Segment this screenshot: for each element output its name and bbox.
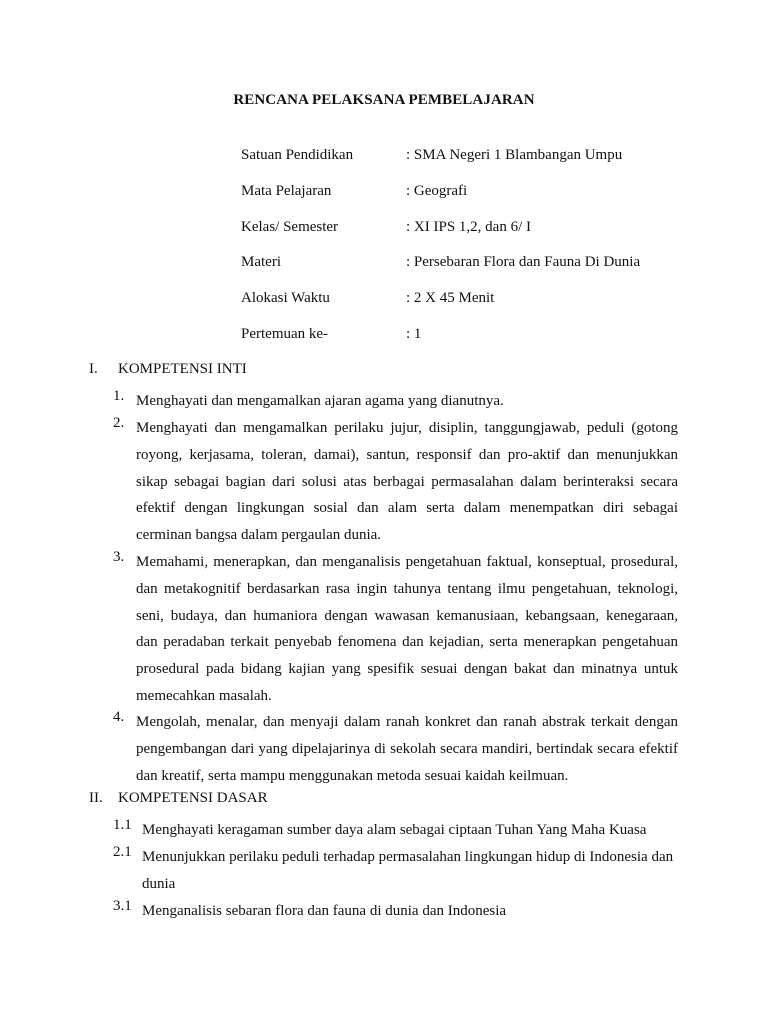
section-title: KOMPETENSI DASAR — [118, 790, 268, 806]
info-value: : XI IPS 1,2, dan 6/ I — [406, 219, 531, 235]
item-number: 3.1 — [113, 898, 132, 914]
info-label: Pertemuan ke- — [241, 326, 329, 342]
item-number: 1. — [113, 388, 125, 404]
info-label: Satuan Pendidikan — [241, 147, 354, 163]
item-number: 4. — [113, 709, 125, 725]
section-numeral: I. — [89, 361, 98, 377]
item-number: 1.1 — [113, 817, 132, 833]
info-value: : 1 — [406, 326, 422, 342]
info-value: : Persebaran Flora dan Fauna Di Dunia — [406, 254, 641, 270]
item-number: 3. — [113, 549, 125, 565]
info-value: : Geografi — [406, 183, 468, 199]
info-value: : 2 X 45 Menit — [406, 290, 495, 306]
item-text: Mengolah, menalar, dan menyaji dalam ranah konkret dan ranah abstrak terkait dengan pengembangan dari yang dipelajarinya di sekolah secara mandiri, bertindak secara efektif dan kreatif, serta mampu menggunakan metoda sesuai kaidah keilmuan. — [136, 714, 678, 784]
section-title: KOMPETENSI INTI — [118, 361, 247, 377]
item-text: Menghayati dan mengamalkan ajaran agama yang dianutnya. — [136, 393, 504, 409]
item-text: Memahami, menerapkan, dan menganalisis pengetahuan faktual, konseptual, prosedural, dan metakognitif berdasarkan rasa ingin tahunya tentang ilmu pengetahuan, teknologi, seni, budaya, dan humaniora dengan wawasan kemanusiaan, kebangsaan, kenegaraan, dan peradaban terkait penyebab fenomena dan kejadian, serta menerapkan pengetahuan prosedural pada bidang kajian yang spesifik sesuai dengan bakat dan minatnya untuk memecahkan masalah. — [136, 554, 678, 704]
info-label: Kelas/ Semester — [241, 219, 339, 235]
info-label: Mata Pelajaran — [241, 183, 332, 199]
info-value: : SMA Negeri 1 Blambangan Umpu — [406, 147, 623, 163]
info-label: Materi — [241, 254, 281, 270]
item-text: Menghayati dan mengamalkan perilaku jujur, disiplin, tanggungjawab, peduli (gotong royong, kerjasama, toleran, damai), santun, responsif dan pro-aktif dan menunjukkan sikap sebagai bagian dari solusi atas berbagai permasalahan dalam berinteraksi secara efektif dengan lingkungan sosial dan alam serta dalam menempatkan diri sebagai cerminan bangsa dalam pergaulan dunia. — [136, 420, 678, 544]
item-text: Menghayati keragaman sumber daya alam sebagai ciptaan Tuhan Yang Maha Kuasa — [142, 822, 647, 838]
item-text: Menganalisis sebaran flora dan fauna di dunia dan Indonesia — [142, 903, 507, 919]
document-title: RENCANA PELAKSANA PEMBELAJARAN — [233, 92, 535, 108]
item-text: Menunjukkan perilaku peduli terhadap permasalahan lingkungan hidup di Indonesia dan dunia — [142, 849, 674, 892]
info-label: Alokasi Waktu — [241, 290, 330, 306]
item-number: 2. — [113, 415, 125, 431]
section-numeral: II. — [89, 790, 103, 806]
item-number: 2.1 — [113, 844, 132, 860]
